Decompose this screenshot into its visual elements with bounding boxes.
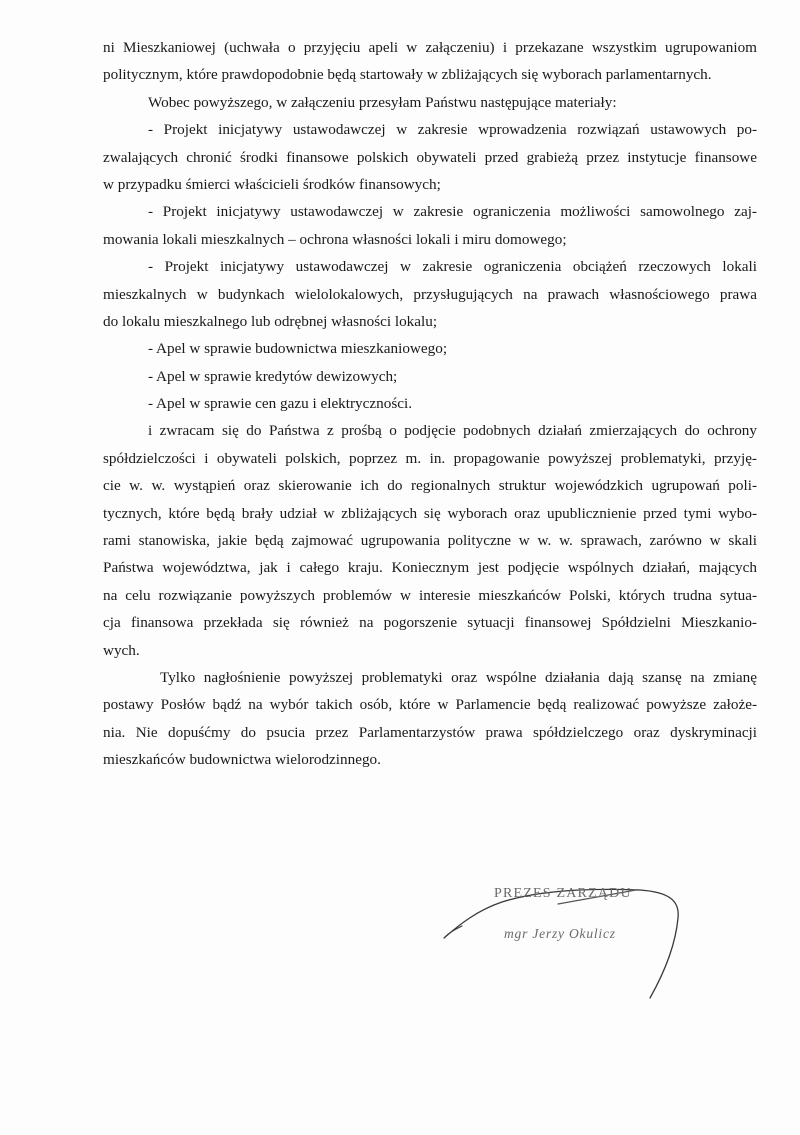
text-line: ni Mieszkaniowej (uchwała o przyjęciu apeli w załączeniu) i przekazane wszystkim ugrupowaniom bbox=[103, 39, 757, 56]
signature-block bbox=[440, 880, 700, 1010]
stamp-name: mgr Jerzy Okulicz bbox=[504, 926, 616, 941]
text-line: cie w. w. wystąpień oraz skierowanie ich do regionalnych struktur wojewódzkich ugrupowań poli- bbox=[103, 477, 757, 495]
text-line: - Projekt inicjatywy ustawodawczej w zakresie ograniczenia możliwości samowolnego zaj- bbox=[148, 203, 757, 221]
text-line: postawy Posłów bądź na wybór takich osób, które w Parlamencie będą realizować powyższe założe- bbox=[103, 696, 757, 714]
text-line: zwalających chronić środki finansowe polskich obywateli przed grabieżą przez instytucje finansowe bbox=[103, 148, 757, 166]
text-line: i zwracam się do Państwa z prośbą o podjęcie podobnych działań zmierzających do ochrony bbox=[148, 422, 757, 440]
text-line: Wobec powyższego, w załączeniu przesyłam Państwu następujące materiały: bbox=[148, 93, 617, 111]
text-line: - Projekt inicjatywy ustawodawczej w zakresie ograniczenia obciążeń rzeczowych lokali bbox=[148, 258, 757, 276]
text-line: - Apel w sprawie cen gazu i elektryczności. bbox=[148, 395, 412, 413]
text-line: Tylko nagłośnienie powyższej problematyki oraz wspólne działania dają szansę na zmianę bbox=[160, 668, 757, 686]
text-line: nia. Nie dopuśćmy do psucia przez Parlamentarzystów prawa spółdzielczego oraz dyskryminacji bbox=[103, 723, 757, 741]
text-line: - Projekt inicjatywy ustawodawczej w zakresie wprowadzenia rozwiązań ustawowych po- bbox=[148, 121, 757, 139]
text-line: w przypadku śmierci właścicieli środków finansowych; bbox=[103, 175, 441, 193]
text-line: - Apel w sprawie kredytów dewizowych; bbox=[148, 367, 398, 385]
text-line: spółdzielczości i obywateli polskich, poprzez m. in. propagowanie powyższej problematyki, przyję- bbox=[103, 449, 757, 467]
text-line: mowania lokali mieszkalnych – ochrona własności lokali i miru domowego; bbox=[103, 230, 567, 248]
text-line: tycznych, które będą brały udział w zbliżających się wyborach oraz upublicznienie przed tymi wybo- bbox=[103, 504, 757, 522]
text-line: rami stanowiska, jakie będą zajmować ugrupowania polityczne w w. w. sprawach, zarówno w skali bbox=[103, 532, 757, 550]
text-line: do lokalu mieszkalnego lub odrębnej własności lokalu; bbox=[103, 312, 438, 330]
letter-body bbox=[103, 34, 757, 774]
text-line: politycznym, które prawdopodobnie będą startowały w zbliżających się wyborach parlamentarnych. bbox=[103, 66, 712, 84]
text-line: - Apel w sprawie budownictwa mieszkaniowego; bbox=[148, 340, 448, 358]
stamp-title: PREZES ZARZĄDU bbox=[494, 886, 632, 901]
text-line: wych. bbox=[103, 641, 140, 659]
text-line: na celu rozwiązanie powyższych problemów w interesie mieszkańców Polski, których trudna sytua- bbox=[103, 586, 757, 604]
text-line: Państwa województwa, jak i całego kraju. Koniecznym jest podjęcie wspólnych działań, mających bbox=[103, 559, 757, 577]
text-line: mieszkańców budownictwa wielorodzinnego. bbox=[103, 751, 381, 769]
text-line: mieszkalnych w budynkach wielolokalowych, przysługujących na prawach własnościowego prawa bbox=[103, 285, 757, 303]
text-line: cja finansowa przekłada się również na pogorszenie sytuacji finansowej Spółdzielni Mieszkanio- bbox=[103, 614, 757, 632]
